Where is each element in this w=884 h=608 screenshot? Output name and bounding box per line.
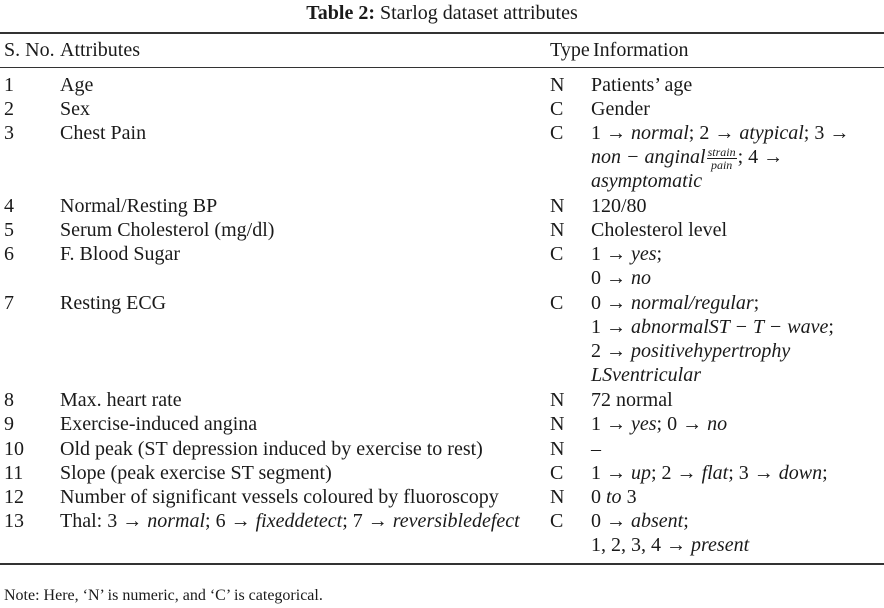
row-attribute: Serum Cholesterol (mg/dl) [60,219,275,241]
row-number: 11 [4,462,24,484]
row-type: N [550,219,565,241]
row-information: 0 to 3 [591,486,637,508]
row-information: 72 normal [591,389,673,411]
row-number: 9 [4,413,14,435]
row-information: 1 → normal; 2 → atypical; 3 → non − anginal $\frac{\text{strain}}{\text{pain}}$ ; 4 → asymptomatic [591,122,850,192]
header-information: Information [593,39,689,61]
header-type: Type [550,39,590,61]
top-rule [0,32,884,34]
row-information: 1 → yes; 0 → no [591,413,728,435]
fraction: $\frac{\text{strain}}{\text{pain}}$ [707,144,736,172]
row-attribute: Chest Pain [60,122,147,144]
row-attribute: Old peak (ST depression induced by exercise to rest) [60,438,483,460]
caption-text: Starlog dataset attributes [380,2,578,24]
row-attribute: Resting ECG [60,292,167,314]
row-information: 0 → absent; 1, 2, 3, 4 → present [591,510,750,556]
row-number: 1 [4,74,14,96]
row-type: N [550,486,565,508]
row-number: 2 [4,98,14,120]
row-attribute: Normal/Resting BP [60,195,218,217]
row-type: C [550,243,564,265]
row-information: 0 → normal/regular; 1 → abnormalST − T − wave; 2 → positivehypertrophy LSventricular [591,292,834,386]
row-type: N [550,438,565,460]
row-information: Cholesterol level [591,219,728,241]
header-sno: S. No. [4,39,55,61]
row-number: 12 [4,486,24,508]
row-attribute: Number of significant vessels coloured by fluoroscopy [60,486,499,508]
row-type: N [550,389,565,411]
bottom-rule [0,563,884,565]
row-information: Gender [591,98,650,120]
row-type: C [550,462,564,484]
row-type: N [550,74,565,96]
row-type: N [550,413,565,435]
header-rule [0,67,884,68]
row-type: N [550,195,565,217]
row-attribute: Age [60,74,94,96]
row-number: 13 [4,510,24,532]
row-information: Patients’ age [591,74,693,96]
row-attribute: Thal: 3 → normal; 6 → fixeddetect; 7 → reversibledefect [60,510,520,532]
row-attribute: Sex [60,98,90,120]
row-information: 1 → up; 2 → flat; 3 → down; [591,462,828,484]
row-type: C [550,122,564,144]
row-number: 8 [4,389,14,411]
row-number: 7 [4,292,14,314]
row-number: 4 [4,195,14,217]
caption-label: Table 2: [306,2,375,24]
row-information: 1 → yes; 0 → no [591,243,663,289]
header-attributes: Attributes [60,39,140,61]
table-caption [0,1,884,25]
table-note: Note: Here, ‘N’ is numeric, and ‘C’ is categorical. [4,587,323,604]
row-number: 10 [4,438,24,460]
row-attribute: F. Blood Sugar [60,243,181,265]
row-information: 120/80 [591,195,647,217]
row-attribute: Max. heart rate [60,389,182,411]
row-number: 6 [4,243,14,265]
row-type: C [550,510,564,532]
row-type: C [550,98,564,120]
row-attribute: Slope (peak exercise ST segment) [60,462,332,484]
row-number: 5 [4,219,14,241]
row-number: 3 [4,122,14,144]
row-information: – [591,438,601,460]
row-type: C [550,292,564,314]
row-attribute: Exercise-induced angina [60,413,258,435]
